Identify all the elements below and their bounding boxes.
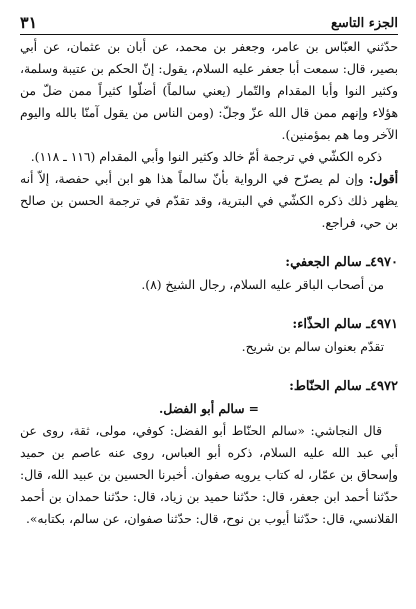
page-number: ٣١ bbox=[20, 13, 38, 32]
reference-paragraph: ذكره الكشّي في ترجمة أمّ خالد وكثير النوا وأبي المقدام (١١٦ ـ ١١٨). bbox=[30, 150, 382, 164]
entry-4972-subtitle: = سالم أبو الفضل. bbox=[159, 401, 259, 416]
running-title: الجزء التاسع bbox=[330, 16, 398, 31]
entry-4972-text: قال النجاشي: «سالم الحنّاط أبو الفضل: كوفي، مولى، ثقة، روى عن أبي عبد الله عليه السلام، ذكره أبو العباس، روى عنه عاصم بن حميد وإسحاق بن عمّار، له كتاب يرويه صفوان. أخبرنا الحسين بن عبيد الله، قال: حدّثنا أحمد ابن جعفر، قال: حدّثنا حميد بن زياد، قال: حدّثنا حمدان بن أحمد القلانسي، قال: حدّثنا أيوب بن نوح، قال: حدّثنا صفوان، عن سالم، بكتابه». bbox=[20, 424, 398, 526]
page-content bbox=[20, 36, 398, 530]
entry-4970-text: من أصحاب الباقر عليه السلام، رجال الشيخ (٨). bbox=[141, 278, 384, 292]
entry-4971-text: تقدّم بعنوان سالم بن شريح. bbox=[241, 340, 384, 354]
page-header bbox=[20, 8, 398, 35]
comment-text: وإن لم يصرّح في الرواية بأنّ سالماً هذا هو ابن أبي حفصة، إلاّ أنه يظهر ذلك ذكره الكشّي في البترية، وقد تقدّم في ترجمة الحسن بن صالح بن حي، فراجع. bbox=[20, 172, 398, 230]
entry-4970-title: ٤٩٧٠ـ سالم الجعفي: bbox=[285, 255, 398, 270]
entry-4972-title: ٤٩٧٢ـ سالم الحنّاط: bbox=[289, 379, 398, 394]
entry-4971-title: ٤٩٧١ـ سالم الحذّاء: bbox=[292, 317, 398, 332]
comment-label: أقول: bbox=[368, 171, 398, 186]
comment-paragraph bbox=[20, 168, 398, 234]
narration-paragraph: حدّثني العبّاس بن عامر، وجعفر بن محمد، عن أبان بن عثمان، عن أبي بصير، قال: سمعت أبا جعفر عليه السلام، يقول: إنّ الحكم بن عتيبة وسلمة، وكثير النوا وأبا المقدام والتّمار (يعني سالماً) أضلّوا كثيراً ممن ضلّ من هؤلاء وإنهم ممن قال الله عزّ وجلّ: (ومن الناس من يقول آمنّا بالله واليوم الآخر وما هم بمؤمنين). bbox=[20, 40, 398, 142]
